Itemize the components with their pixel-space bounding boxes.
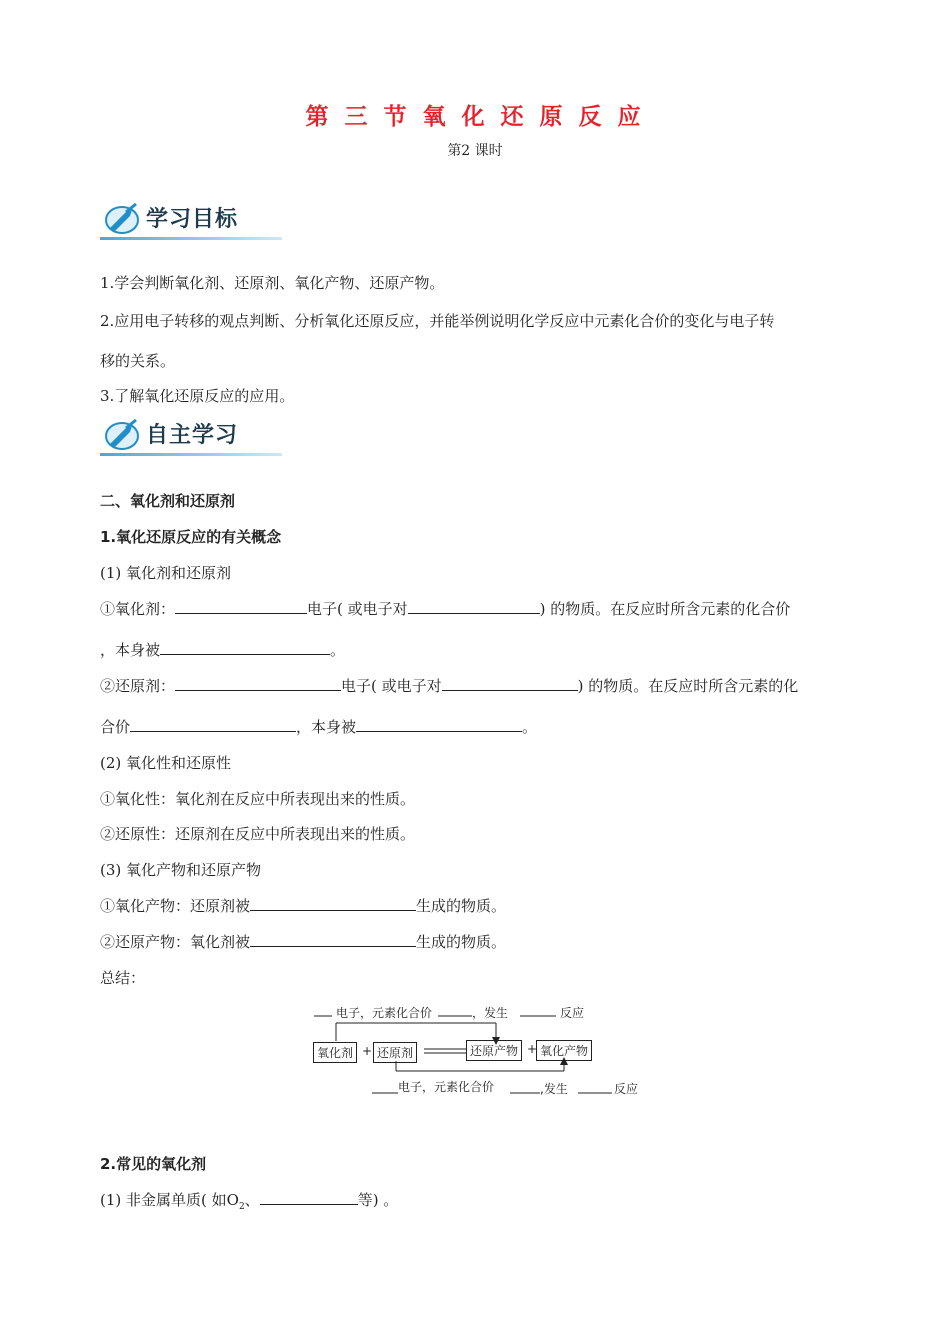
text: 电子( 或电子对 — [307, 600, 408, 618]
pencil-arrow-icon — [102, 200, 142, 238]
self-study-banner — [100, 416, 282, 456]
banner-underline — [100, 453, 282, 456]
fill-blank[interactable] — [442, 676, 578, 691]
fill-blank[interactable] — [175, 599, 307, 614]
subsection-heading: 1.氧化还原反应的有关概念 — [100, 528, 282, 546]
fill-blank[interactable] — [175, 676, 341, 691]
pencil-arrow-icon — [102, 416, 142, 454]
banner-title: 自主学习 — [146, 423, 239, 448]
text: 生成的物质。 — [416, 933, 507, 951]
text: ①氧化剂： — [100, 600, 176, 618]
fill-blank[interactable] — [130, 717, 296, 732]
fill-blank[interactable] — [250, 896, 416, 911]
text: ) 的物质。在反应时所含元素的化 — [577, 677, 799, 695]
banner-underline — [100, 237, 282, 240]
reduction-product-definition — [100, 931, 506, 952]
reduction-product-box: 还原产物 — [466, 1040, 522, 1061]
banner-title: 学习目标 — [146, 207, 239, 232]
plus-sign: + — [362, 1044, 373, 1058]
text: 。 — [330, 641, 346, 659]
summary-label: 总结： — [100, 969, 146, 987]
text: ，本身被 — [296, 718, 357, 736]
common-oxidants-item — [100, 1189, 398, 1212]
diagram-top-text: 反应 — [560, 1006, 585, 1020]
page-title: 第 三 节 氧 化 还 原 反 应 — [305, 104, 645, 130]
text: 合价 — [100, 718, 131, 736]
fill-blank[interactable] — [250, 932, 416, 947]
text: 。 — [522, 718, 538, 736]
text: ，本身被 — [100, 641, 161, 659]
diagram-bottom-text: 反应 — [614, 1082, 639, 1096]
oxidant-box: 氧化剂 — [313, 1042, 357, 1063]
diagram-bottom-text: ,发生 — [540, 1082, 568, 1096]
fill-blank[interactable] — [356, 717, 522, 732]
text: ①氧化产物：还原剂被 — [100, 897, 251, 915]
oxidation-product-box: 氧化产物 — [536, 1040, 592, 1061]
redox-summary-diagram — [300, 995, 660, 1100]
text: (1) 非金属单质( 如O — [100, 1191, 239, 1209]
text: 、 — [244, 1191, 260, 1209]
diagram-top-text: 电子，元素化合价 — [336, 1006, 433, 1020]
text: 生成的物质。 — [416, 897, 507, 915]
paragraph: (1) 氧化剂和还原剂 — [100, 564, 232, 582]
learning-goals-banner — [100, 200, 282, 240]
reductant-definition — [100, 675, 798, 696]
goal-item: 移的关系。 — [100, 352, 176, 370]
fill-blank[interactable] — [408, 599, 540, 614]
diagram-top-text: ，发生 — [472, 1006, 509, 1020]
text: 电子( 或电子对 — [341, 677, 442, 695]
goal-item: 2.应用电子转移的观点判断、分析氧化还原反应，并能举例说明化学反应中元素化合价的变化与电子转 — [100, 312, 775, 330]
fill-blank[interactable] — [260, 1190, 358, 1205]
section-heading: 二、氧化剂和还原剂 — [100, 492, 236, 510]
text: ) 的物质。在反应时所含元素的化合价 — [539, 600, 791, 618]
subscript: 2 — [238, 1202, 245, 1212]
diagram-bottom-text: 电子，元素化合价 — [398, 1080, 495, 1094]
text: ②还原剂： — [100, 677, 176, 695]
paragraph: (2) 氧化性和还原性 — [100, 754, 232, 772]
oxidation-product-definition — [100, 895, 506, 916]
goal-item: 1.学会判断氧化剂、还原剂、氧化产物、还原产物。 — [100, 274, 445, 292]
goal-item: 3.了解氧化还原反应的应用。 — [100, 387, 295, 405]
subsection-heading: 2.常见的氧化剂 — [100, 1155, 207, 1173]
plus-sign: + — [527, 1042, 538, 1056]
paragraph: ②还原性：还原剂在反应中所表现出来的性质。 — [100, 825, 416, 843]
oxidant-definition — [100, 598, 790, 619]
reductant-definition-cont — [100, 716, 537, 737]
paragraph: ①氧化性：氧化剂在反应中所表现出来的性质。 — [100, 790, 416, 808]
text: 等) 。 — [357, 1191, 399, 1209]
text: ②还原产物：氧化剂被 — [100, 933, 251, 951]
oxidant-definition-cont — [100, 639, 345, 660]
reductant-box: 还原剂 — [373, 1042, 417, 1063]
lesson-subtitle: 第2 课时 — [447, 143, 503, 159]
paragraph: (3) 氧化产物和还原产物 — [100, 861, 262, 879]
fill-blank[interactable] — [160, 640, 330, 655]
